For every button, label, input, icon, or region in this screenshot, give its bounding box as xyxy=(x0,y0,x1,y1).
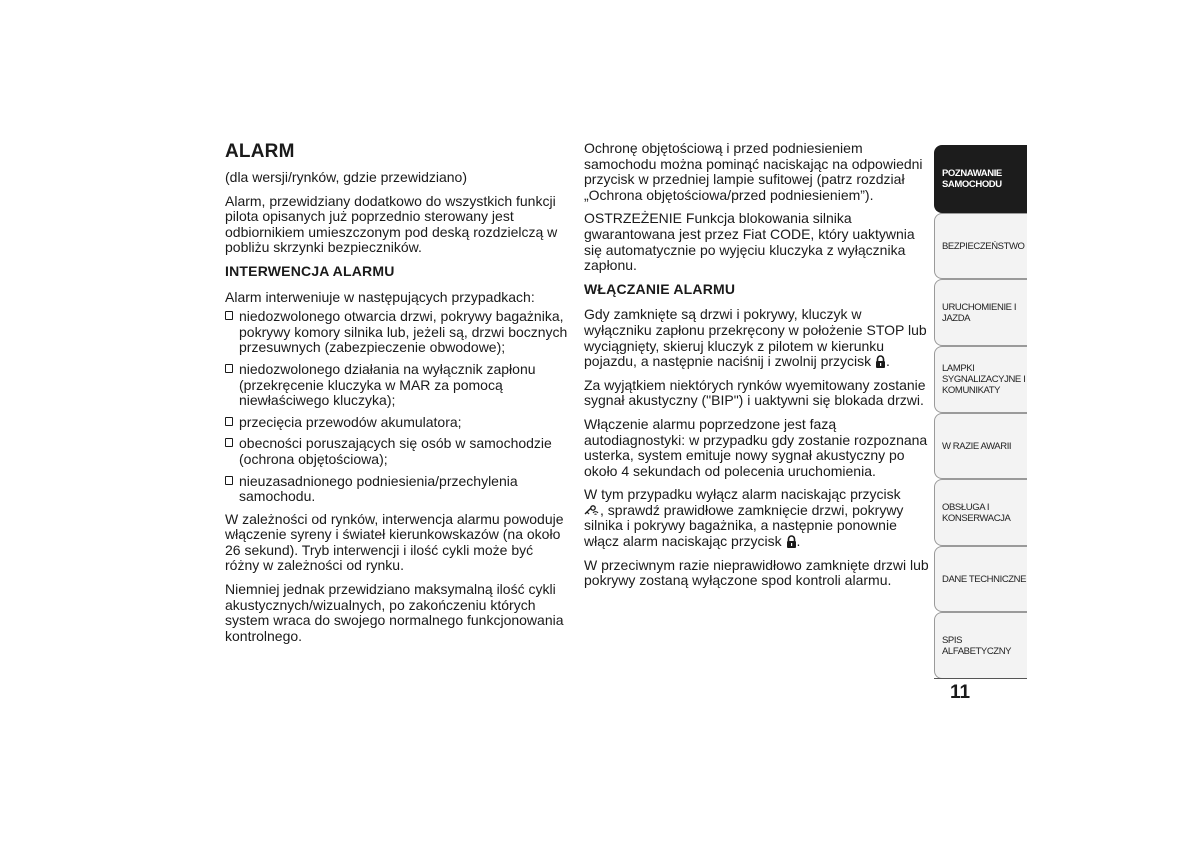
tab-lampki-sygnalizacyjne[interactable] xyxy=(934,346,1027,413)
tab-label: SPIS ALFABETYCZNY xyxy=(942,634,1012,657)
heading-wlaczanie: WŁĄCZANIE ALARMU xyxy=(584,280,736,297)
list-item xyxy=(225,362,570,409)
bullet-text: przecięcia przewodów akumulatora; xyxy=(239,413,462,430)
section-title: ALARM xyxy=(225,141,295,162)
tab-poznawanie-samochodu[interactable] xyxy=(934,145,1027,213)
paragraph-end: . xyxy=(796,533,801,550)
checkbox-bullet-icon xyxy=(225,438,233,447)
key-unlock-icon xyxy=(584,505,600,517)
bullet-text: obecności poruszających się osób w samochodzie (ochrona objętościowa); xyxy=(239,435,552,467)
right-column xyxy=(584,141,929,597)
bullet-text: nieuzasadnionego podniesienia/przechylenia samochodu. xyxy=(239,472,518,505)
tab-dane-techniczne[interactable] xyxy=(934,546,1027,612)
bullet-text: niedozwolonego otwarcia drzwi, pokrywy bagażnika, pokrywy komory silnika lub, jeżeli są, drzwi bocznych przesuwnych (zabezpieczenie obwodowe); xyxy=(239,308,568,356)
tab-label: OBSŁUGA I KONSERWACJA xyxy=(942,501,1011,524)
left-column xyxy=(225,141,570,652)
paragraph-ostrzezenie: OSTRZEŻENIE Funkcja blokowania silnika gwarantowana jest przez Fiat CODE, który uaktywnia się automatycznie po wyjęciu kluczyka z wyłącznika zapłonu. xyxy=(584,210,915,274)
tab-obsluga-konserwacja[interactable] xyxy=(934,479,1027,546)
paragraph-text: W tym przypadku wyłącz alarm naciskając przycisk xyxy=(584,486,901,503)
paragraph-interwencja: W zależności od rynków, interwencja alarmu powoduje włączenie syreny i świateł kierunkowskazów (na około 26 sekund). Tryb interwencji i ilość cykli może być różny w zależności od rynku. xyxy=(225,510,564,574)
chapter-tabs xyxy=(934,145,1027,679)
paragraph-bip: Za wyjątkiem niektórych rynków wyemitowany zostanie sygnał akustyczny ("BIP") i uaktywni się blokada drzwi. xyxy=(584,376,926,409)
divider xyxy=(934,678,1027,679)
tab-uruchomienie-jazda[interactable] xyxy=(934,279,1027,346)
checkbox-bullet-icon xyxy=(225,417,233,426)
lead-paragraph: Alarm interweniuje w następujących przypadkach: xyxy=(225,288,535,305)
paragraph-text: Gdy zamknięte są drzwi i pokrywy, kluczyk w wyłączniku zapłonu przekręcony w położenie STOP lub wyciągnięty, skieruj kluczyk z pilotem w kierunku pojazdu, a następnie naciśnij i zwolnij przycisk xyxy=(584,306,927,370)
list-item xyxy=(225,436,570,467)
tab-spis-alfabetyczny[interactable] xyxy=(934,612,1027,679)
checkbox-bullet-icon xyxy=(225,476,233,485)
paragraph-przeciwnym: W przeciwnym razie nieprawidłowo zamknięte drzwi lub pokrywy zostaną wyłączone spod kontroli alarmu. xyxy=(584,556,929,589)
bullet-text: niedozwolonego działania na wyłącznik zapłonu (przekręcenie kluczyka w MAR za pomocą niewłaściwego kluczyka); xyxy=(239,360,536,409)
tab-label: BEZPIECZEŃSTWO xyxy=(942,240,1025,252)
paragraph-ochrona: Ochronę objętościową i przed podniesieniem samochodu można pominąć naciskając na odpowiedni przycisk w przedniej lampie sufitowej (patrz rozdział „Ochrona objętościowa/przed podniesieniem”). xyxy=(584,140,923,203)
tab-label: POZNAWANIE SAMOCHODU xyxy=(942,168,1002,190)
tab-w-razie-awarii[interactable] xyxy=(934,413,1027,479)
paragraph-autodiagnostyka: Włączenie alarmu poprzedzone jest fazą autodiagnostyki: w przypadku gdy zostanie rozpoznana usterka, system emituje nowy sygnał akustyczny po około 4 sekundach od polecenia uruchomienia. xyxy=(584,415,928,479)
checkbox-bullet-icon xyxy=(225,364,233,373)
paragraph-end: . xyxy=(886,353,890,370)
tab-bezpieczenstwo[interactable] xyxy=(934,213,1027,279)
intro-paragraph: Alarm, przewidziany dodatkowo do wszystkich funkcji pilota opisanych już poprzednio sterowany jest odbiornikiem umieszczonym pod deską rozdzielczą w pobliżu skrzynki bezpieczników. xyxy=(225,192,558,256)
padlock-icon xyxy=(875,355,886,368)
paragraph-wylacz xyxy=(584,487,929,549)
tab-label: DANE TECHNICZNE xyxy=(942,573,1027,585)
list-item xyxy=(225,309,570,356)
page-number: 11 xyxy=(950,682,971,703)
list-item xyxy=(225,415,570,431)
tab-label: URUCHOMIENIE I JAZDA xyxy=(942,301,1017,324)
tab-label: LAMPKI SYGNALIZACYJNE I KOMUNIKATY xyxy=(942,363,1026,396)
checkbox-bullet-icon xyxy=(225,311,233,320)
paragraph-wlaczanie xyxy=(584,307,929,369)
list-item xyxy=(225,474,570,505)
heading-interwencja: INTERWENCJA ALARMU xyxy=(225,262,395,279)
bullet-list xyxy=(225,309,570,505)
paragraph-cykle: Niemniej jednak przewidziano maksymalną ilość cykli akustycznych/wizualnych, po zakończeniu których system wraca do swojego normalnego funkcjonowania kontrolnego. xyxy=(225,581,564,644)
section-subtitle: (dla wersji/rynków, gdzie przewidziano) xyxy=(225,169,467,185)
paragraph-text-mid: , sprawdź prawidłowe zamknięcie drzwi, pokrywy silnika i pokrywy bagażnika, a następnie ponownie włącz alarm naciskając przycisk xyxy=(584,501,904,550)
tab-label: W RAZIE AWARII xyxy=(942,440,1012,452)
padlock-icon xyxy=(786,535,797,548)
